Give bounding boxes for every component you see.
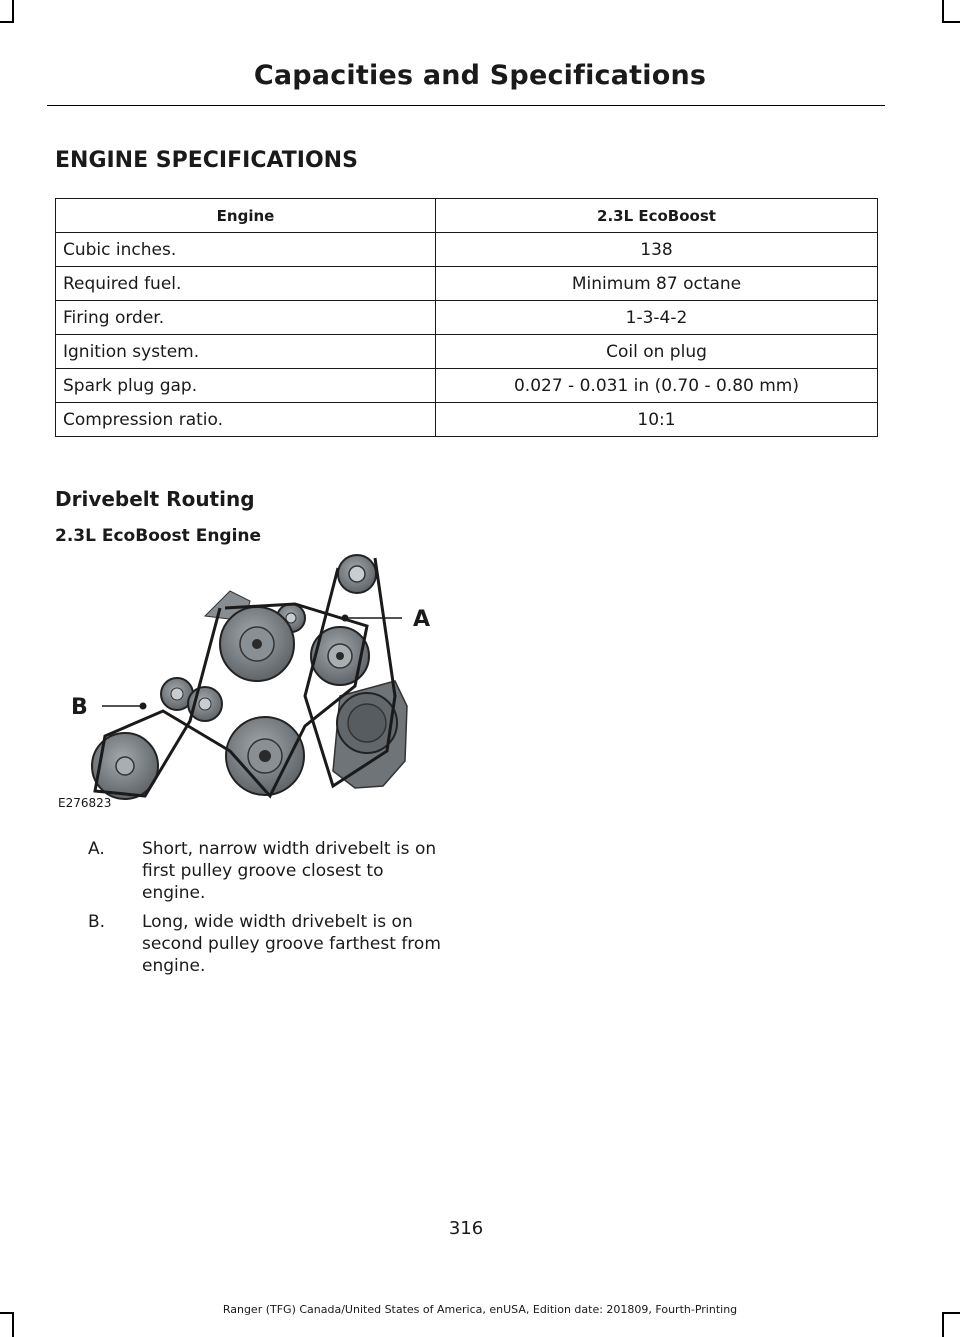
table-header-cell: Engine bbox=[56, 199, 436, 233]
list-item bbox=[88, 838, 448, 904]
table-cell: 0.027 - 0.031 in (0.70 - 0.80 mm) bbox=[436, 369, 878, 403]
header-divider bbox=[47, 105, 885, 106]
page-header-title: Capacities and Specifications bbox=[253, 60, 707, 91]
table-cell: 1-3-4-2 bbox=[436, 301, 878, 335]
page-footer: Ranger (TFG) Canada/United States of America, enUSA, Edition date: 201809, Fourth-Printing bbox=[222, 1303, 738, 1316]
table-cell: Coil on plug bbox=[436, 335, 878, 369]
pulley-idler-top bbox=[338, 555, 376, 593]
page-number: 316 bbox=[448, 1218, 484, 1239]
crop-mark bbox=[942, 21, 960, 23]
table-cell: Compression ratio. bbox=[56, 403, 436, 437]
legend-key: B. bbox=[88, 912, 106, 932]
pulley-large-upper bbox=[220, 607, 294, 681]
callout-label-a: A bbox=[413, 607, 431, 632]
table-cell: Firing order. bbox=[56, 301, 436, 335]
pulley-crankshaft bbox=[226, 717, 304, 795]
legend-text: Short, narrow width drivebelt is on first pulley groove closest to engine. bbox=[142, 839, 437, 903]
table-cell: Ignition system. bbox=[56, 335, 436, 369]
legend-text: Long, wide width drivebelt is on second pulley groove farthest from engine. bbox=[142, 912, 441, 976]
table-row bbox=[56, 233, 878, 267]
engine-spec-table bbox=[55, 198, 878, 437]
drivebelt-title: Drivebelt Routing bbox=[55, 487, 255, 511]
table-cell: Cubic inches. bbox=[56, 233, 436, 267]
engine-subtitle: 2.3L EcoBoost Engine bbox=[55, 526, 262, 546]
diagram-legend bbox=[88, 838, 448, 984]
table-cell: 138 bbox=[436, 233, 878, 267]
table-cell: Required fuel. bbox=[56, 267, 436, 301]
table-row bbox=[56, 301, 878, 335]
list-item bbox=[88, 911, 448, 977]
callout-dot-a bbox=[342, 615, 349, 622]
crop-mark bbox=[942, 0, 944, 22]
crop-mark bbox=[0, 21, 14, 23]
callout-dot-b bbox=[140, 703, 147, 710]
table-cell: Minimum 87 octane bbox=[436, 267, 878, 301]
table-header-row bbox=[56, 199, 878, 233]
table-row bbox=[56, 267, 878, 301]
table-cell: Spark plug gap. bbox=[56, 369, 436, 403]
section-title: ENGINE SPECIFICATIONS bbox=[55, 148, 358, 173]
table-row bbox=[56, 335, 878, 369]
table-cell: 10:1 bbox=[436, 403, 878, 437]
drivebelt-routing-diagram bbox=[55, 546, 445, 821]
table-row bbox=[56, 403, 878, 437]
table-row bbox=[56, 369, 878, 403]
legend-key: A. bbox=[88, 839, 105, 859]
crop-mark bbox=[12, 0, 14, 22]
callout-label-b: B bbox=[71, 695, 88, 720]
table-header-cell: 2.3L EcoBoost bbox=[436, 199, 878, 233]
figure-code: E276823 bbox=[58, 796, 112, 810]
